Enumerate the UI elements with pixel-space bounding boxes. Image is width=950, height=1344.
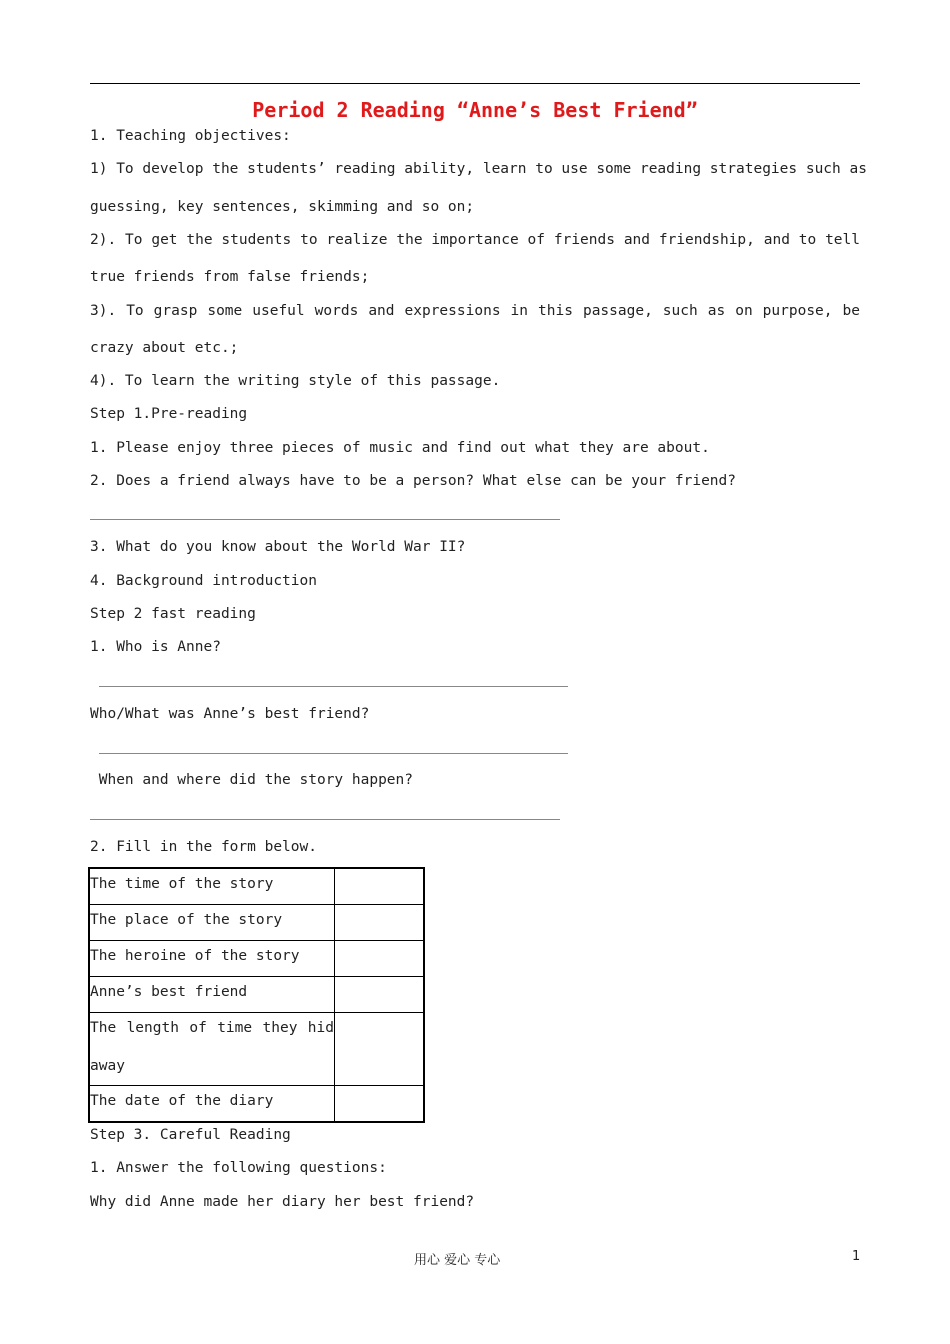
answer-blank-3[interactable] — [99, 753, 568, 754]
objective-2-line-2: true friends from false friends; — [90, 269, 370, 285]
pre-reading-item-2: 2. Does a friend always have to be a person? What else can be your friend? — [90, 473, 737, 489]
fast-reading-question-1: 1. Who is Anne? — [90, 639, 221, 655]
objective-3-line-2: crazy about etc.; — [90, 340, 239, 356]
form-answer-cell[interactable] — [335, 905, 425, 941]
form-row-label: The heroine of the story — [89, 941, 335, 977]
objective-4: 4). To learn the writing style of this passage. — [90, 373, 501, 389]
objective-1-line-1: 1) To develop the students’ reading ability, learn to use some reading strategies such as — [90, 161, 867, 177]
objective-3-line-1: 3). To grasp some useful words and expressions in this passage, such as on purpose, be — [90, 303, 860, 319]
form-row-label: The place of the story — [89, 905, 335, 941]
form-row-label: The time of the story — [89, 868, 335, 905]
pre-reading-item-4: 4. Background introduction — [90, 573, 317, 589]
fast-reading-question-3: When and where did the story happen? — [90, 772, 414, 788]
objective-2-line-1: 2). To get the students to realize the importance of friends and friendship, and to tell — [90, 232, 860, 248]
form-row-label: The date of the diary — [89, 1086, 335, 1123]
fill-form-instruction: 2. Fill in the form below. — [90, 839, 317, 855]
form-answer-cell[interactable] — [335, 977, 425, 1013]
objective-1-line-2: guessing, key sentences, skimming and so on; — [90, 199, 475, 215]
pre-reading-item-1: 1. Please enjoy three pieces of music and find out what they are about. — [90, 440, 710, 456]
objectives-heading: 1. Teaching objectives: — [90, 128, 291, 144]
fast-reading-question-2: Who/What was Anne’s best friend? — [90, 706, 370, 722]
step-3-heading: Step 3. Careful Reading — [90, 1127, 291, 1143]
form-answer-cell[interactable] — [335, 941, 425, 977]
form-answer-cell[interactable] — [335, 1013, 425, 1086]
step-1-heading: Step 1.Pre-reading — [90, 406, 248, 422]
answer-blank-4[interactable] — [90, 819, 560, 820]
form-row — [89, 941, 424, 977]
page-number: 1 — [852, 1249, 861, 1264]
form-row — [89, 905, 424, 941]
form-answer-cell[interactable] — [335, 1086, 425, 1123]
step-2-heading: Step 2 fast reading — [90, 606, 256, 622]
form-row-label: Anne’s best friend — [89, 977, 335, 1013]
answer-blank-1[interactable] — [90, 519, 560, 520]
pre-reading-item-3: 3. What do you know about the World War II? — [90, 539, 466, 555]
careful-reading-question-1: Why did Anne made her diary her best friend? — [90, 1194, 475, 1210]
header-rule — [90, 83, 860, 84]
form-row — [89, 977, 424, 1013]
form-row — [89, 1086, 424, 1123]
careful-reading-instruction: 1. Answer the following questions: — [90, 1160, 387, 1176]
form-answer-cell[interactable] — [335, 868, 425, 905]
form-row — [89, 868, 424, 905]
story-facts-form — [88, 867, 425, 1123]
footer-motto: 用心 爱心 专心 — [414, 1253, 501, 1268]
page-title: Period 2 Reading “Anne’s Best Friend” — [252, 98, 698, 122]
answer-blank-2[interactable] — [99, 686, 568, 687]
form-row-label: The length of time they hid away — [89, 1013, 335, 1086]
form-row — [89, 1013, 424, 1086]
